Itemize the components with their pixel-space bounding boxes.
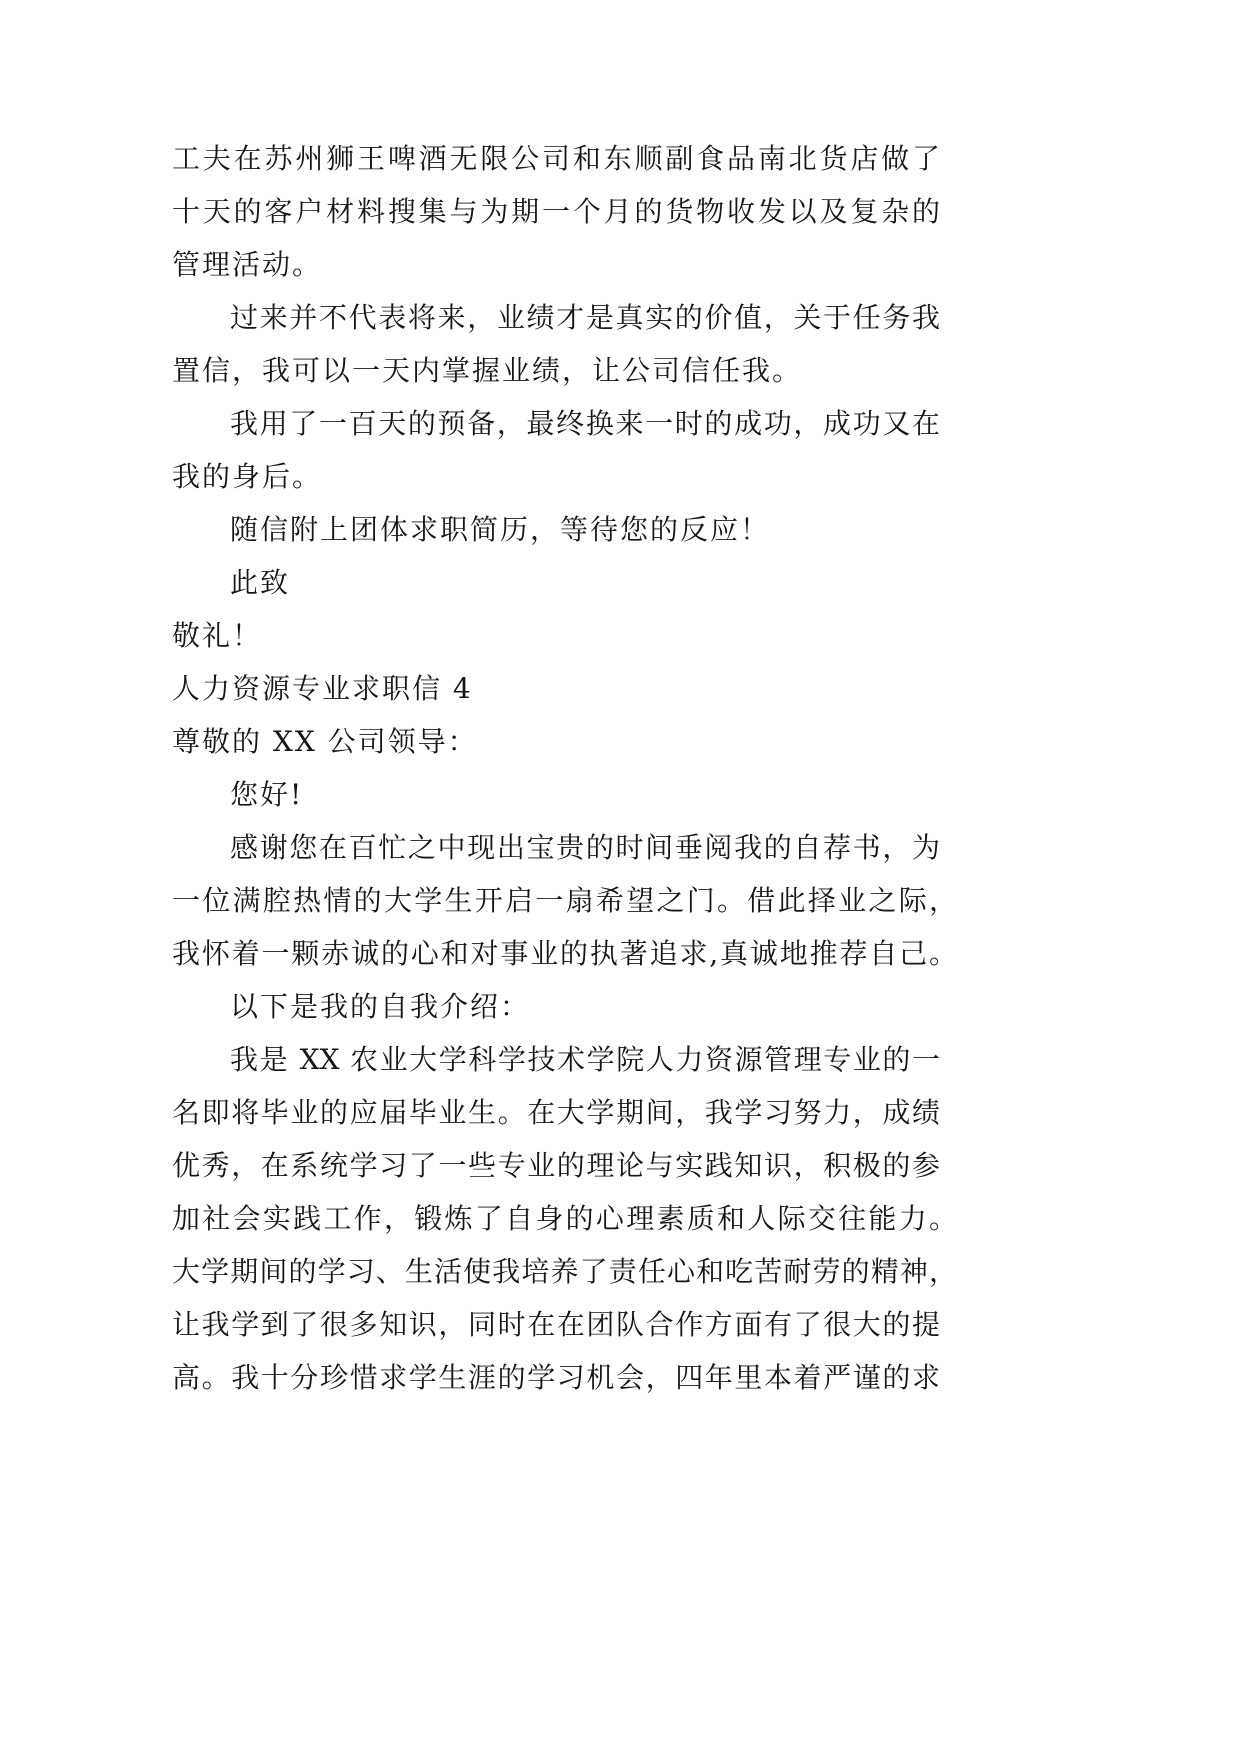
closing-line: 敬礼！ bbox=[172, 619, 263, 652]
body-line: 我是 XX 农业大学科学技术学院人力资源管理专业的一 bbox=[230, 1043, 940, 1076]
body-line: 加社会实践工作，锻炼了自身的心理素质和人际交往能力。 bbox=[172, 1202, 957, 1235]
body-line: 管理活动。 bbox=[172, 248, 323, 281]
body-line: 高。我十分珍惜求学生涯的学习机会，四年里本着严谨的求 bbox=[172, 1361, 940, 1394]
body-line: 一位满腔热情的大学生开启一扇希望之门。借此择业之际， bbox=[172, 884, 957, 917]
body-line: 感谢您在百忙之中现出宝贵的时间垂阅我的自荐书，为 bbox=[230, 831, 940, 864]
body-line: 让我学到了很多知识，同时在在团队合作方面有了很大的提 bbox=[172, 1308, 940, 1341]
body-line: 随信附上团体求职简历，等待您的反应！ bbox=[230, 513, 771, 546]
body-line: 大学期间的学习、生活使我培养了责任心和吃苦耐劳的精神， bbox=[172, 1255, 957, 1288]
body-line: 置信，我可以一天内掌握业绩，让公司信任我。 bbox=[172, 354, 803, 387]
body-line: 工夫在苏州狮王啤酒无限公司和东顺副食品南北货店做了 bbox=[172, 142, 940, 175]
body-line: 以下是我的自我介绍： bbox=[230, 990, 531, 1023]
body-line: 优秀，在系统学习了一些专业的理论与实践知识，积极的参 bbox=[172, 1149, 940, 1182]
body-line: 名即将毕业的应届毕业生。在大学期间，我学习努力，成绩 bbox=[172, 1096, 940, 1129]
greeting: 您好! bbox=[230, 778, 304, 811]
body-line: 我的身后。 bbox=[172, 460, 323, 493]
body-line: 过来并不代表将来，业绩才是真实的价值，关于任务我 bbox=[230, 301, 940, 334]
body-line: 十天的客户材料搜集与为期一个月的货物收发以及复杂的 bbox=[172, 195, 940, 228]
letter-title: 人力资源专业求职信 4 bbox=[172, 672, 473, 705]
body-line: 我怀着一颗赤诚的心和对事业的执著追求,真诚地推荐自己。 bbox=[172, 937, 957, 970]
letter-body bbox=[172, 132, 972, 1404]
body-line: 我用了一百天的预备，最终换来一时的成功，成功又在 bbox=[230, 407, 940, 440]
closing-line: 此致 bbox=[230, 566, 291, 599]
salutation: 尊敬的 XX 公司领导： bbox=[172, 725, 478, 758]
